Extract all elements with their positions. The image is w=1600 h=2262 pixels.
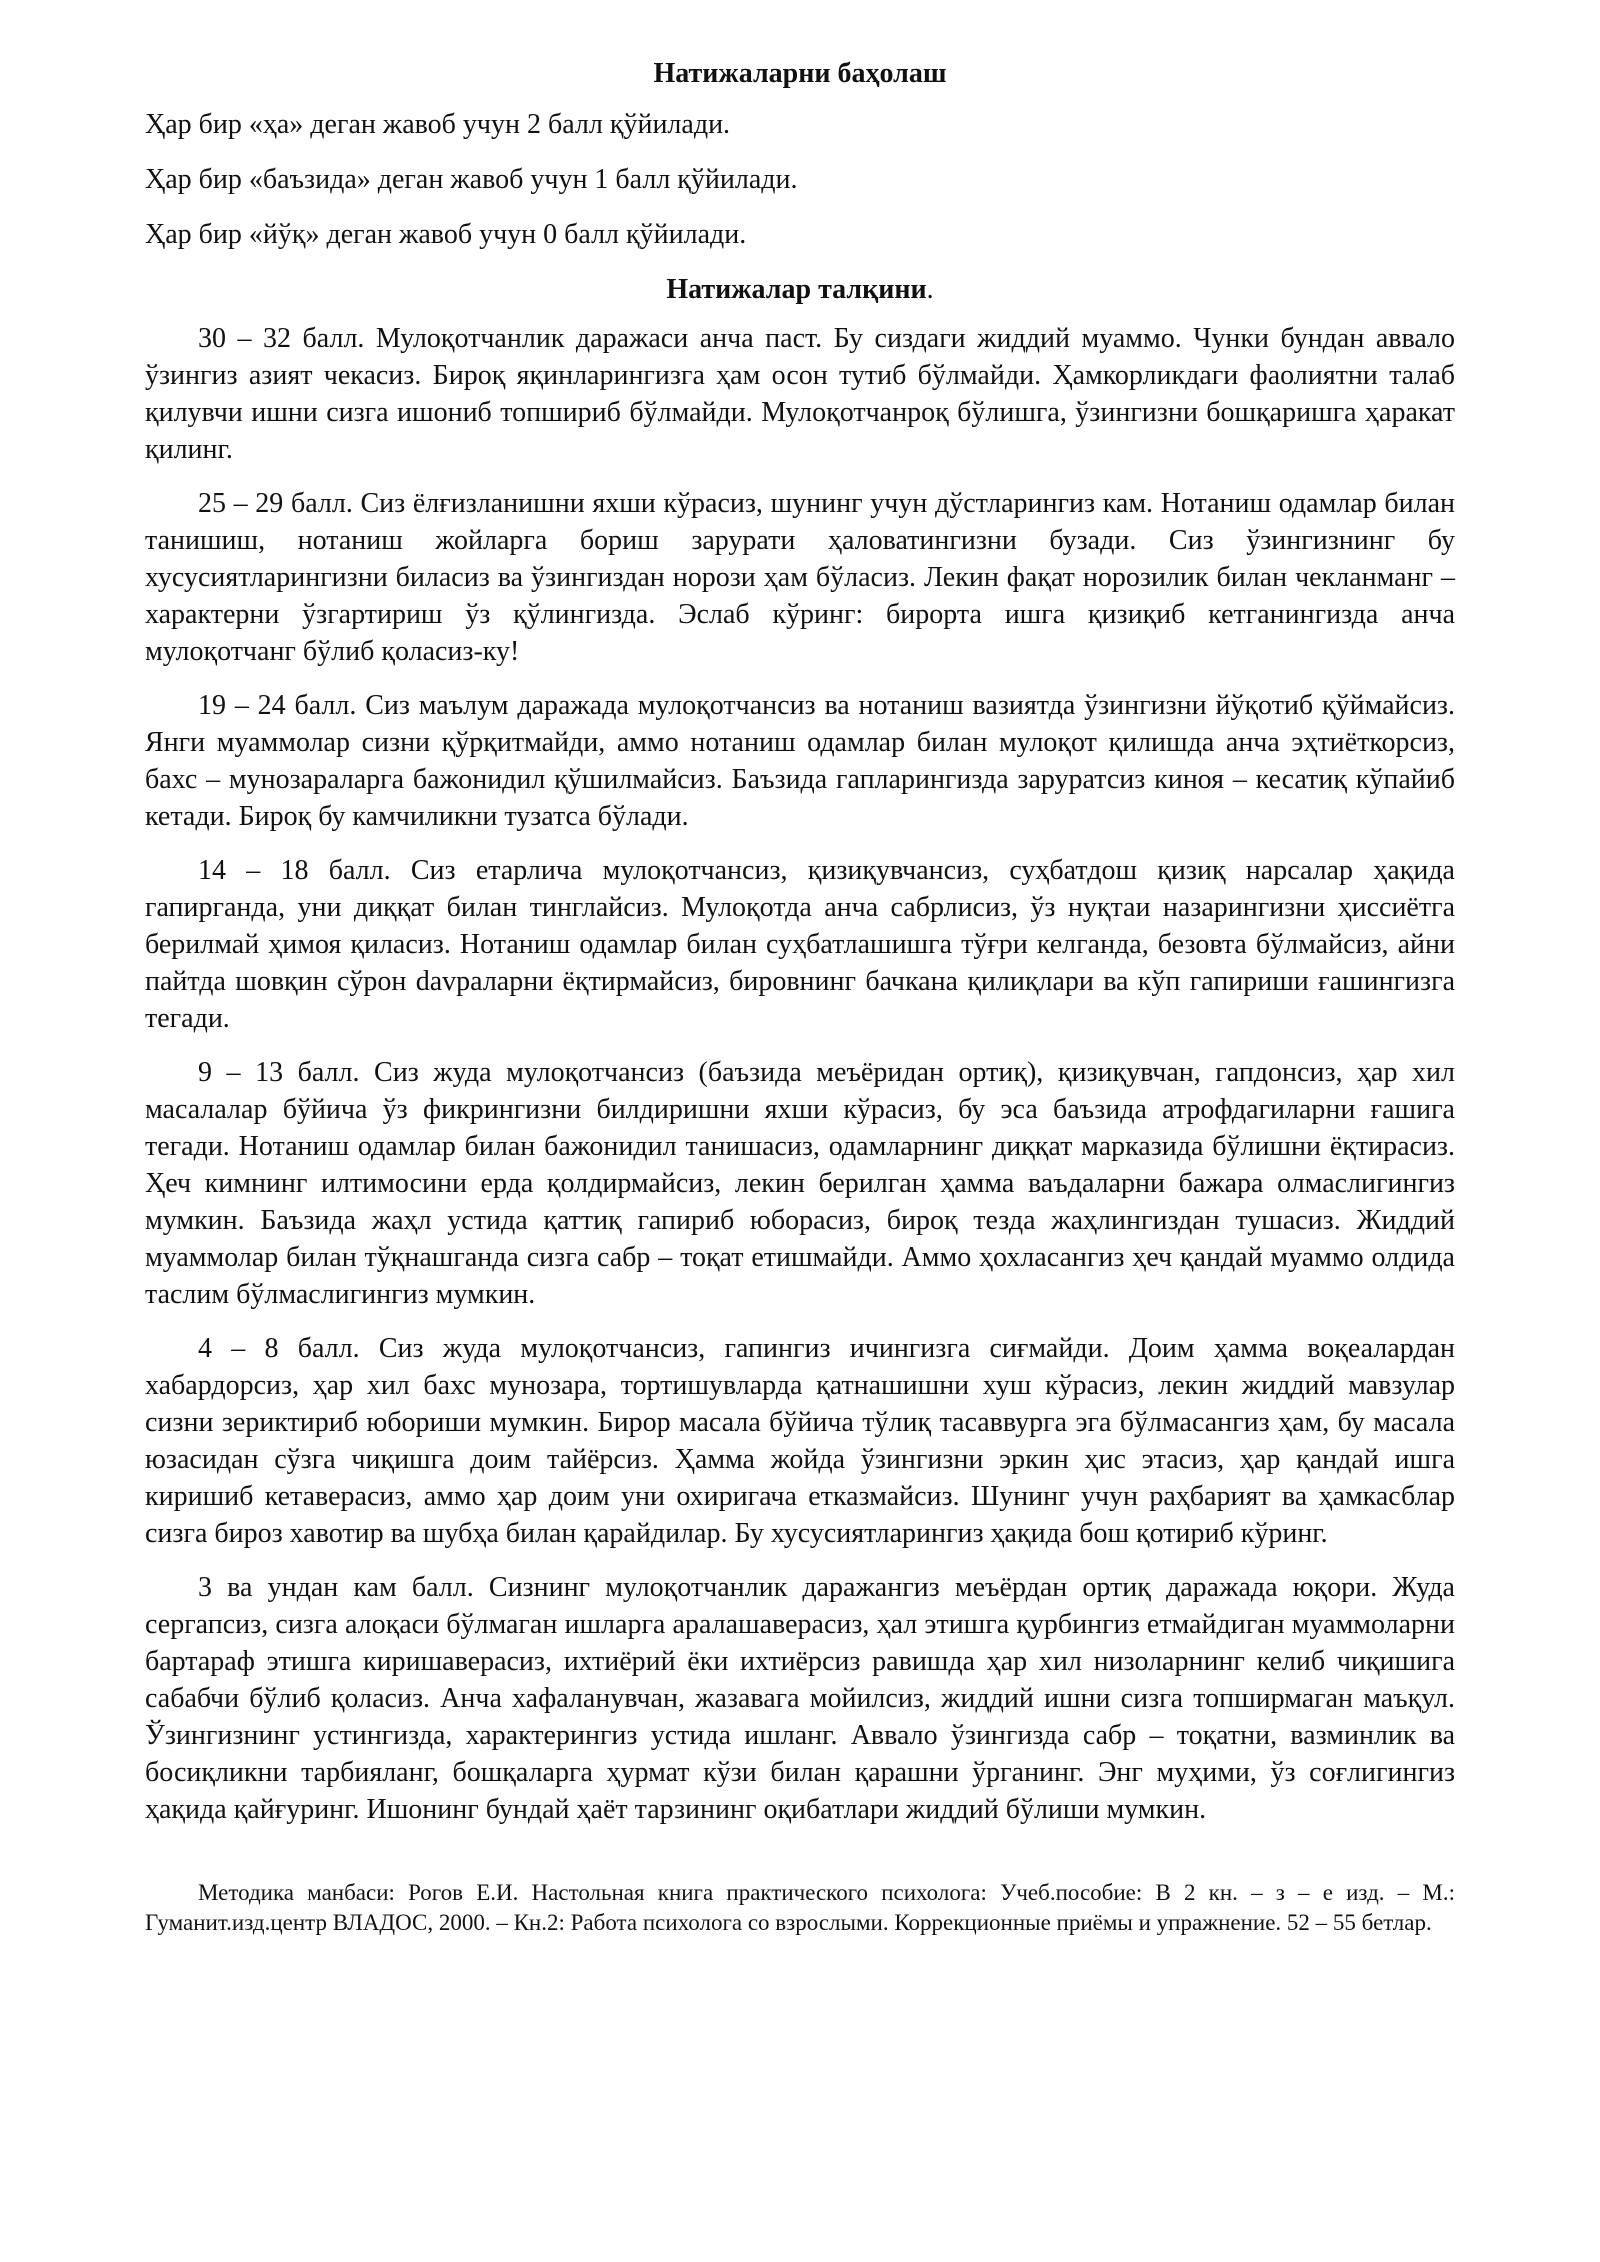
interpretation-title-dot: . (926, 274, 934, 305)
interpretation-paragraph-9-13: 9 – 13 балл. Сиз жуда мулоқотчансиз (баъзида меъёридан ортиқ), қизиқувчан, гапдонсиз, ҳар хил масалалар бўйича ўз фикрингизни билдиришни яхши кўрасиз, бу эса баъзида атрофдагиларни ғашига тегади. Нотаниш одамлар билан бажонидил танишасиз, одамларнинг диққат марказида бўлишни ёқтирасиз. Ҳеч кимнинг илтимосини ерда қолдирмайсиз, лекин берилган ҳамма ваъдаларни бажара олмаслигингиз мумкин. Баъзида жаҳл устида қаттиқ гапириб юборасиз, бироқ тезда жаҳлингиздан тушасиз. Жиддий муаммолар билан тўқнашганда сизга сабр – тоқат етишмайди. Аммо ҳохласангиз ҳеч қандай муаммо олдида таслим бўлмаслигингиз мумкин. (145, 1057, 1455, 1310)
interpretation-paragraph-3-and-less: 3 ва ундан кам балл. Сизнинг мулоқотчанлик даражангиз меъёрдан ортиқ даражада юқори. Жуда сергапсиз, сизга алоқаси бўлмаган ишларга аралашаверасиз, ҳал этишга қурбингиз етмайдиган муаммоларни бартараф этишга киришаверасиз, ихтиёрий ёки ихтиёрсиз равишда ҳар хил низоларнинг келиб чиқишига сабабчи бўлиб қоласиз. Анча хафаланувчан, жазавага мойилсиз, жиддий ишни сизга топширмаган маъқул. Ўзингизнинг устингизда, характерингиз устида ишланг. Аввало ўзингизда сабр – тоқатни, вазминлик ва босиқликни тарбияланг, бошқаларга ҳурмат кўзи билан қарашни ўрганинг. Энг муҳими, ўз соғлигингиз ҳақида қайғуринг. Ишонинг бундай ҳаёт тарзининг оқибатлари жиддий бўлиши мумкин. (145, 1572, 1455, 1825)
evaluation-title: Натижаларни баҳолаш (653, 58, 947, 89)
interpretation-paragraph-30-32: 30 – 32 балл. Мулоқотчанлик даражаси анча паст. Бу сиздаги жиддий муаммо. Чунки бундан аввало ўзингиз азият чекасиз. Бироқ яқинларингизга ҳам осон тутиб бўлмайди. Ҳамкорликдаги фаолиятни талаб қилувчи ишни сизга ишониб топшириб бўлмайди. Мулоқотчанроқ бўлишга, ўзингизни бошқаришга ҳаракат қилинг. (145, 323, 1455, 465)
interpretation-paragraph-25-29: 25 – 29 балл. Сиз ёлғизланишни яхши кўрасиз, шунинг учун дўстларингиз кам. Нотаниш одамлар билан танишиш, нотаниш жойларга бориш зарурати ҳаловатингизни бузади. Сиз ўзингизнинг бу хусусиятларингизни биласиз ва ўзингиздан норози ҳам бўласиз. Лекин фақат норозилик билан чекланманг – характерни ўзгартириш ўз қўлингизда. Эслаб кўринг: бирорта ишга қизиқиб кетганингизда анча мулоқотчанг бўлиб қоласиз-ку! (145, 488, 1455, 667)
scoring-rule-no: Ҳар бир «йўқ» деган жавоб учун 0 балл қўйилади. (145, 219, 747, 250)
source-citation: Методика манбаси: Рогов Е.И. Настольная книга практического психолога: Учеб.пособие: В 2 кн. – з – е изд. – М.: Гуманит.изд.центр ВЛАДОС, 2000. – Кн.2: Работа психолога со взрослыми. Коррекционные приёмы и упражнение. 52 – 55 бетлар. (145, 1880, 1455, 1935)
evaluation-heading (145, 55, 1455, 92)
interpretation-title: Натижалар талқини (666, 274, 927, 305)
interpretation-heading (145, 271, 1455, 308)
scoring-rules (115, 106, 1455, 253)
interpretation-paragraph-19-24: 19 – 24 балл. Сиз маълум даражада мулоқотчансиз ва нотаниш вазиятда ўзингизни йўқотиб қўймайсиз. Янги муаммолар сизни қўрқитмайди, аммо нотаниш одамлар билан мулоқот қилишда анча эҳтиёткорсиз, бахс – мунозараларга бажонидил қўшилмайсиз. Баъзида гапларингизда заруратсиз киноя – кесатиқ кўпайиб кетади. Бироқ бу камчиликни тузатса бўлади. (145, 690, 1455, 832)
interpretation-paragraph-4-8: 4 – 8 балл. Сиз жуда мулоқотчансиз, гапингиз ичингизга сиғмайди. Доим ҳамма воқеалардан хабардорсиз, ҳар хил бахс мунозара, тортишувларда қатнашишни хуш кўрасиз, лекин жиддий мавзулар сизни зериктириб юбориши мумкин. Бирор масала бўйича тўлиқ тасаввурга эга бўлмасангиз ҳам, бу масала юзасидан сўзга чиқишга доим тайёрсиз. Ҳамма жойда ўзингизни эркин ҳис этасиз, ҳар қандай ишга киришиб кетаверасиз, аммо ҳар доим уни охиригача етказмайсиз. Шунинг учун раҳбарият ва ҳамкасблар сизга бироз хавотир ва шубҳа билан қарайдилар. Бу хусусиятларингиз ҳақида бош қотириб кўринг. (145, 1333, 1455, 1549)
scoring-rule-sometimes: Ҳар бир «баъзида» деган жавоб учун 1 балл қўйилади. (145, 164, 798, 195)
scoring-rule-yes: Ҳар бир «ҳа» деган жавоб учун 2 балл қўйилади. (145, 109, 731, 140)
interpretation-paragraph-14-18: 14 – 18 балл. Сиз етарлича мулоқотчансиз, қизиқувчансиз, суҳбатдош қизиқ нарсалар ҳақида гапирганда, уни диққат билан тинглайсиз. Мулоқотда анча сабрлисиз, ўз нуқтаи назарингизни ҳиссиётга берилмай ҳимоя қиласиз. Нотаниш одамлар билан суҳбатлашишга тўғри келганда, безовта бўлмайсиз, айни пайтда шовқин сўрон davраларни ёқтирмайсиз, бировнинг бачкана қилиқлари ва кўп гапириши ғашингизга тегади. (145, 855, 1455, 1034)
